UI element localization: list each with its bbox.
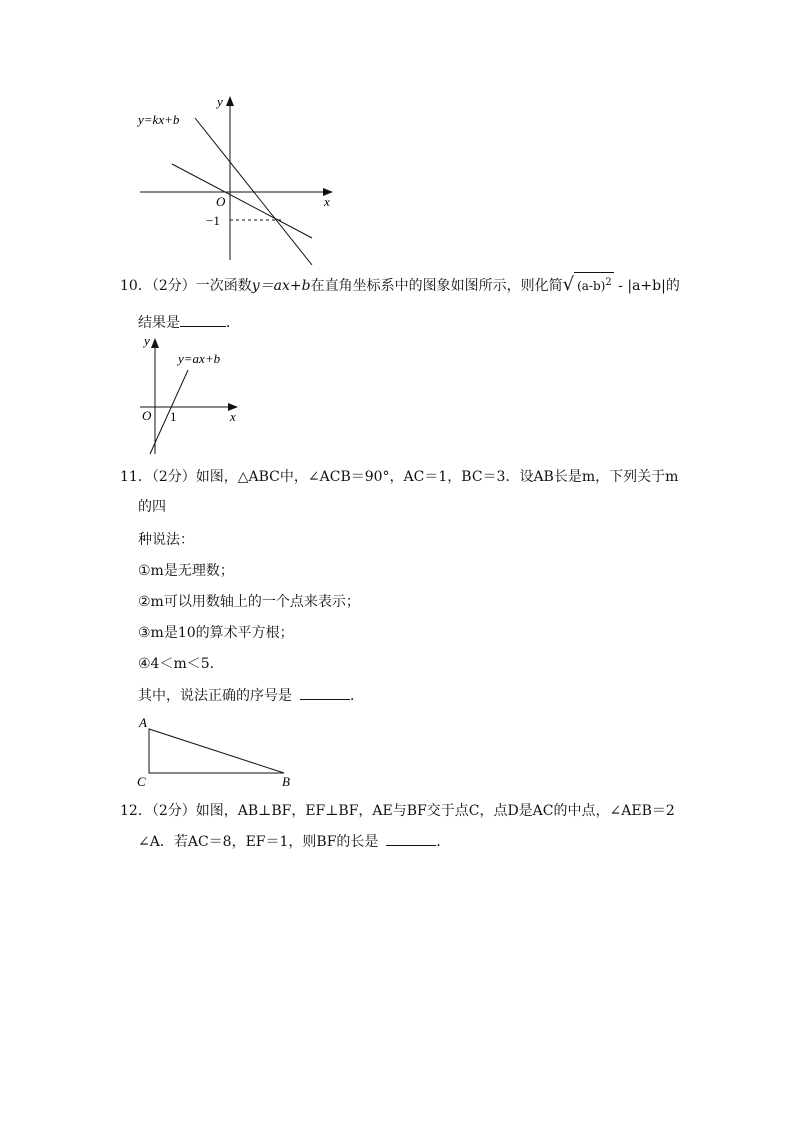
graph-2-y-label: y [144, 333, 150, 348]
q11-line-1 [120, 467, 678, 487]
q10-number: 10． [120, 278, 152, 294]
q10-line-2 [138, 312, 240, 333]
q12-score: （2分） [151, 803, 196, 819]
q10-line-2-text: 结果是 [138, 315, 180, 331]
graph-1-origin-label: O [216, 194, 226, 209]
q10-exponent: 2 [605, 277, 612, 288]
q11-score: （2分） [151, 469, 196, 485]
graph-1-y-label: y [217, 94, 223, 109]
q10-sqrt-expression: √ $(a-b)^2$ [562, 274, 612, 295]
q12-number: 12． [120, 803, 152, 819]
graph-2-line-ax-b [150, 370, 188, 454]
q11-option-3: ③m是10的算术平方根； [138, 625, 294, 641]
graph-2-tick-label: 1 [170, 409, 177, 424]
q10-score: （2分） [151, 278, 196, 294]
triangle-vertex-c: C [137, 774, 146, 789]
q11-line-1-text: 如图，△ABC中，∠ACB＝90°，AC＝1，BC＝3．设AB长是m，下列关于m [195, 469, 679, 485]
triangle-abc [149, 729, 284, 773]
q11-option-1: ①m是无理数； [138, 563, 234, 579]
graph-2-y-arrow [151, 338, 159, 348]
q11-line-2: 的四 [138, 499, 166, 515]
q11-line-3: 种说法： [138, 532, 194, 548]
triangle-vertex-a: A [139, 715, 147, 730]
graph-2-line-label: y=ax+b [178, 351, 221, 366]
graph-1-line-label: y=kx+b [138, 112, 180, 127]
q12-answer-blank[interactable] [386, 831, 436, 846]
q10-radicand: $(a-b)^2$ [574, 272, 614, 296]
q12-line-1-text: 如图，AB⊥BF，EF⊥BF，AE与BF交于点C，点D是AC的中点，∠AEB＝2 [195, 803, 675, 819]
graph-1-line-2 [172, 164, 312, 238]
triangle-vertex-b: B [282, 774, 290, 789]
q11-line-4 [138, 685, 364, 706]
q10-period: ． [226, 315, 240, 331]
graph-2-origin-label: O [142, 408, 152, 423]
q11-period: ． [350, 688, 364, 704]
q11-number: 11． [120, 469, 152, 485]
graph-1 [130, 90, 340, 265]
q12-line-1 [120, 801, 675, 821]
graph-1-y-arrow [226, 96, 234, 106]
q10-answer-blank[interactable] [180, 312, 226, 327]
graph-2-x-label: x [230, 409, 236, 424]
q10-text-b: 在直角坐标系中的图象如图所示，则化简 [310, 278, 563, 294]
graph-1-x-label: x [324, 194, 330, 209]
q11-option-2: ②m可以用数轴上的一个点来表示； [138, 594, 360, 610]
q12-line-2 [138, 831, 450, 852]
q11-line-4-text: 其中，说法正确的序号是 [138, 688, 292, 704]
q11-option-4: ④4＜m＜5． [138, 656, 224, 672]
q10-line-1 [120, 272, 680, 296]
q10-text-c: - |a+b|的 [613, 278, 680, 294]
q11-answer-blank[interactable] [300, 685, 350, 700]
graph-1-tick-label: −1 [206, 213, 220, 228]
q12-period: ． [436, 834, 451, 850]
q10-text-a: 一次函数 [195, 278, 252, 294]
q10-func: y＝ax+b [251, 278, 311, 294]
graph-2 [135, 332, 245, 457]
q12-line-2-text: ∠A．若AC＝8，EF＝1，则BF的长是 [138, 834, 379, 850]
triangle-figure [132, 712, 302, 792]
